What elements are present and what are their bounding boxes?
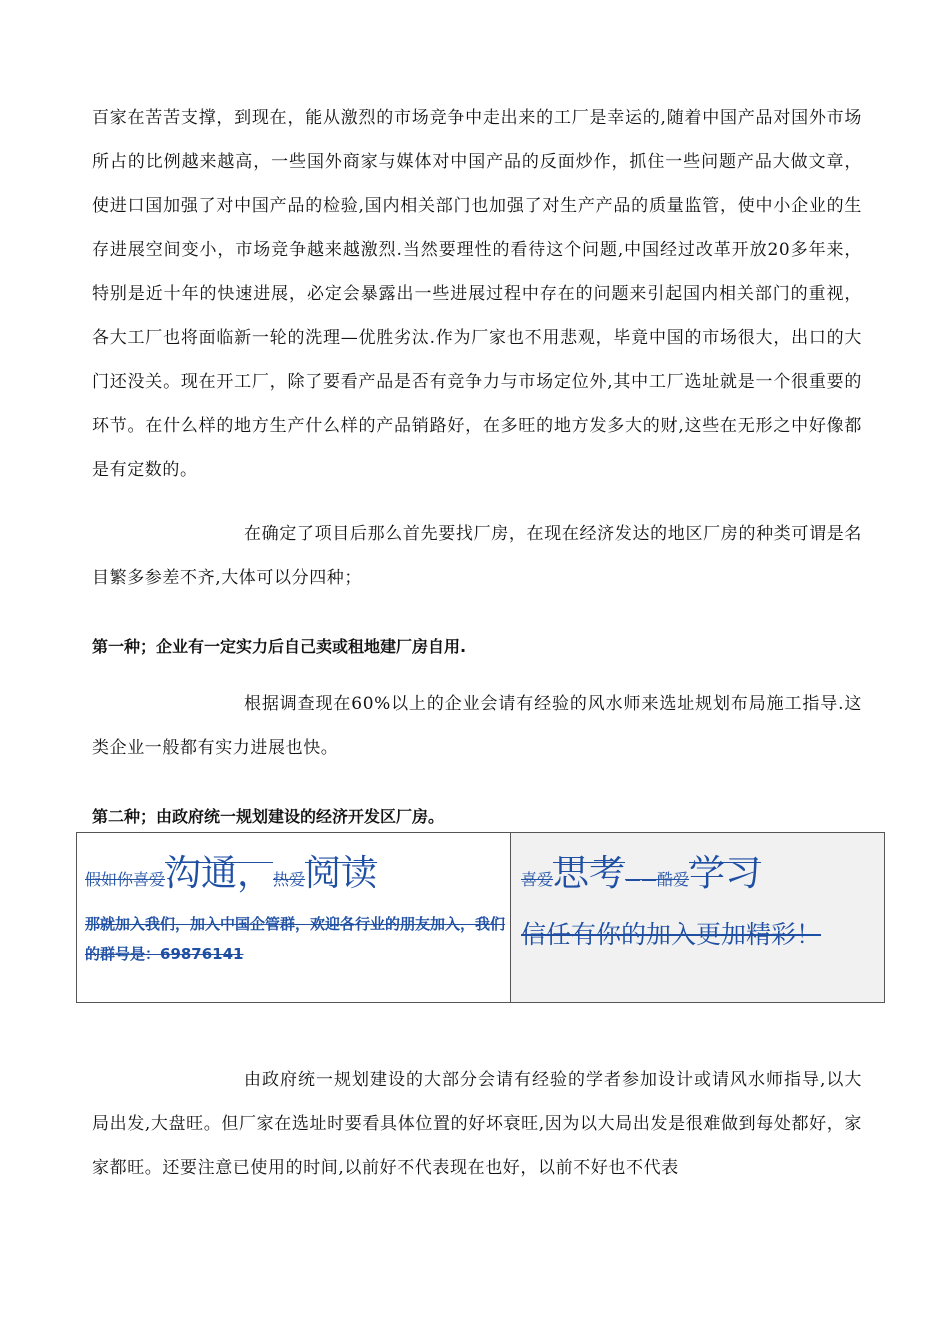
- ad-left-big-1: 沟通，: [165, 853, 274, 894]
- ad-right-text-1: 喜爱: [521, 870, 554, 889]
- ad-right-big-1: 思考: [553, 853, 626, 894]
- ad-cell-right: [511, 833, 884, 1002]
- heading-type-two: 第二种；由政府统一规划建设的经济开发区厂房。: [92, 807, 445, 826]
- ad-right-big-2: 学习: [689, 853, 762, 894]
- ad-left-join-text: 那就加入我们，加入中国企管群，欢迎各行业的朋友加入，我们的群号是：69876141: [85, 915, 506, 963]
- paragraph-factory-types-intro: 在确定了项目后那么首先要找厂房，在现在经济发达的地区厂房的种类可谓是名目繁多参差不齐,大体可以分四种；: [92, 524, 862, 588]
- ad-right-text-2: ——酷爱: [625, 870, 690, 889]
- ad-left-big-2: 阅读: [305, 853, 378, 894]
- ad-right-headline: [521, 845, 761, 896]
- ad-right-slogan: 信任有你的加入更加精彩！: [521, 920, 822, 949]
- ad-left-headline: [85, 845, 377, 896]
- ad-banner-table: [76, 832, 885, 1003]
- paragraph-factory-competition: 百家在苦苦支撑，到现在，能从激烈的市场竞争中走出来的工厂是幸运的,随着中国产品对国外市场所占的比例越来越高，一些国外商家与媒体对中国产品的反面炒作，抓住一些问题产品大做文章，使进口国加强了对中国产品的检验,国内相关部门也加强了对生产产品的质量监管，使中小企业的生存进展空间变小，市场竞争越来越激烈.当然要理性的看待这个问题,中国经过改革开放20多年来，特别是近十年的快速进展，必定会暴露出一些进展过程中存在的问题来引起国内相关部门的重视，各大工厂也将面临新一轮的洗理—优胜劣汰.作为厂家也不用悲观，毕竟中国的市场很大，出口的大门还没关。现在开工厂，除了要看产品是否有竞争力与市场定位外,其中工厂选址就是一个很重要的环节。在什么样的地方生产什么样的产品销路好，在多旺的地方发多大的财,这些在无形之中好像都是有定数的。: [92, 108, 862, 480]
- ad-cell-left: [77, 833, 511, 1002]
- paragraph-type-one-detail: 根据调查现在60%以上的企业会请有经验的风水师来选址规划布局施工指导.这类企业一般都有实力进展也快。: [92, 694, 862, 758]
- heading-type-one: 第一种；企业有一定实力后自己卖或租地建厂房自用.: [92, 637, 467, 656]
- ad-left-text-2: 热爱: [273, 870, 306, 889]
- ad-left-text-1: 假如你喜爱: [85, 870, 166, 889]
- paragraph-development-zone-detail: 由政府统一规划建设的大部分会请有经验的学者参加设计或请风水师指导,以大局出发,大盘旺。但厂家在选址时要看具体位置的好坏衰旺,因为以大局出发是很难做到每处都好，家家都旺。还要注意已使用的时间,以前好不代表现在也好，以前不好也不代表: [92, 1070, 862, 1178]
